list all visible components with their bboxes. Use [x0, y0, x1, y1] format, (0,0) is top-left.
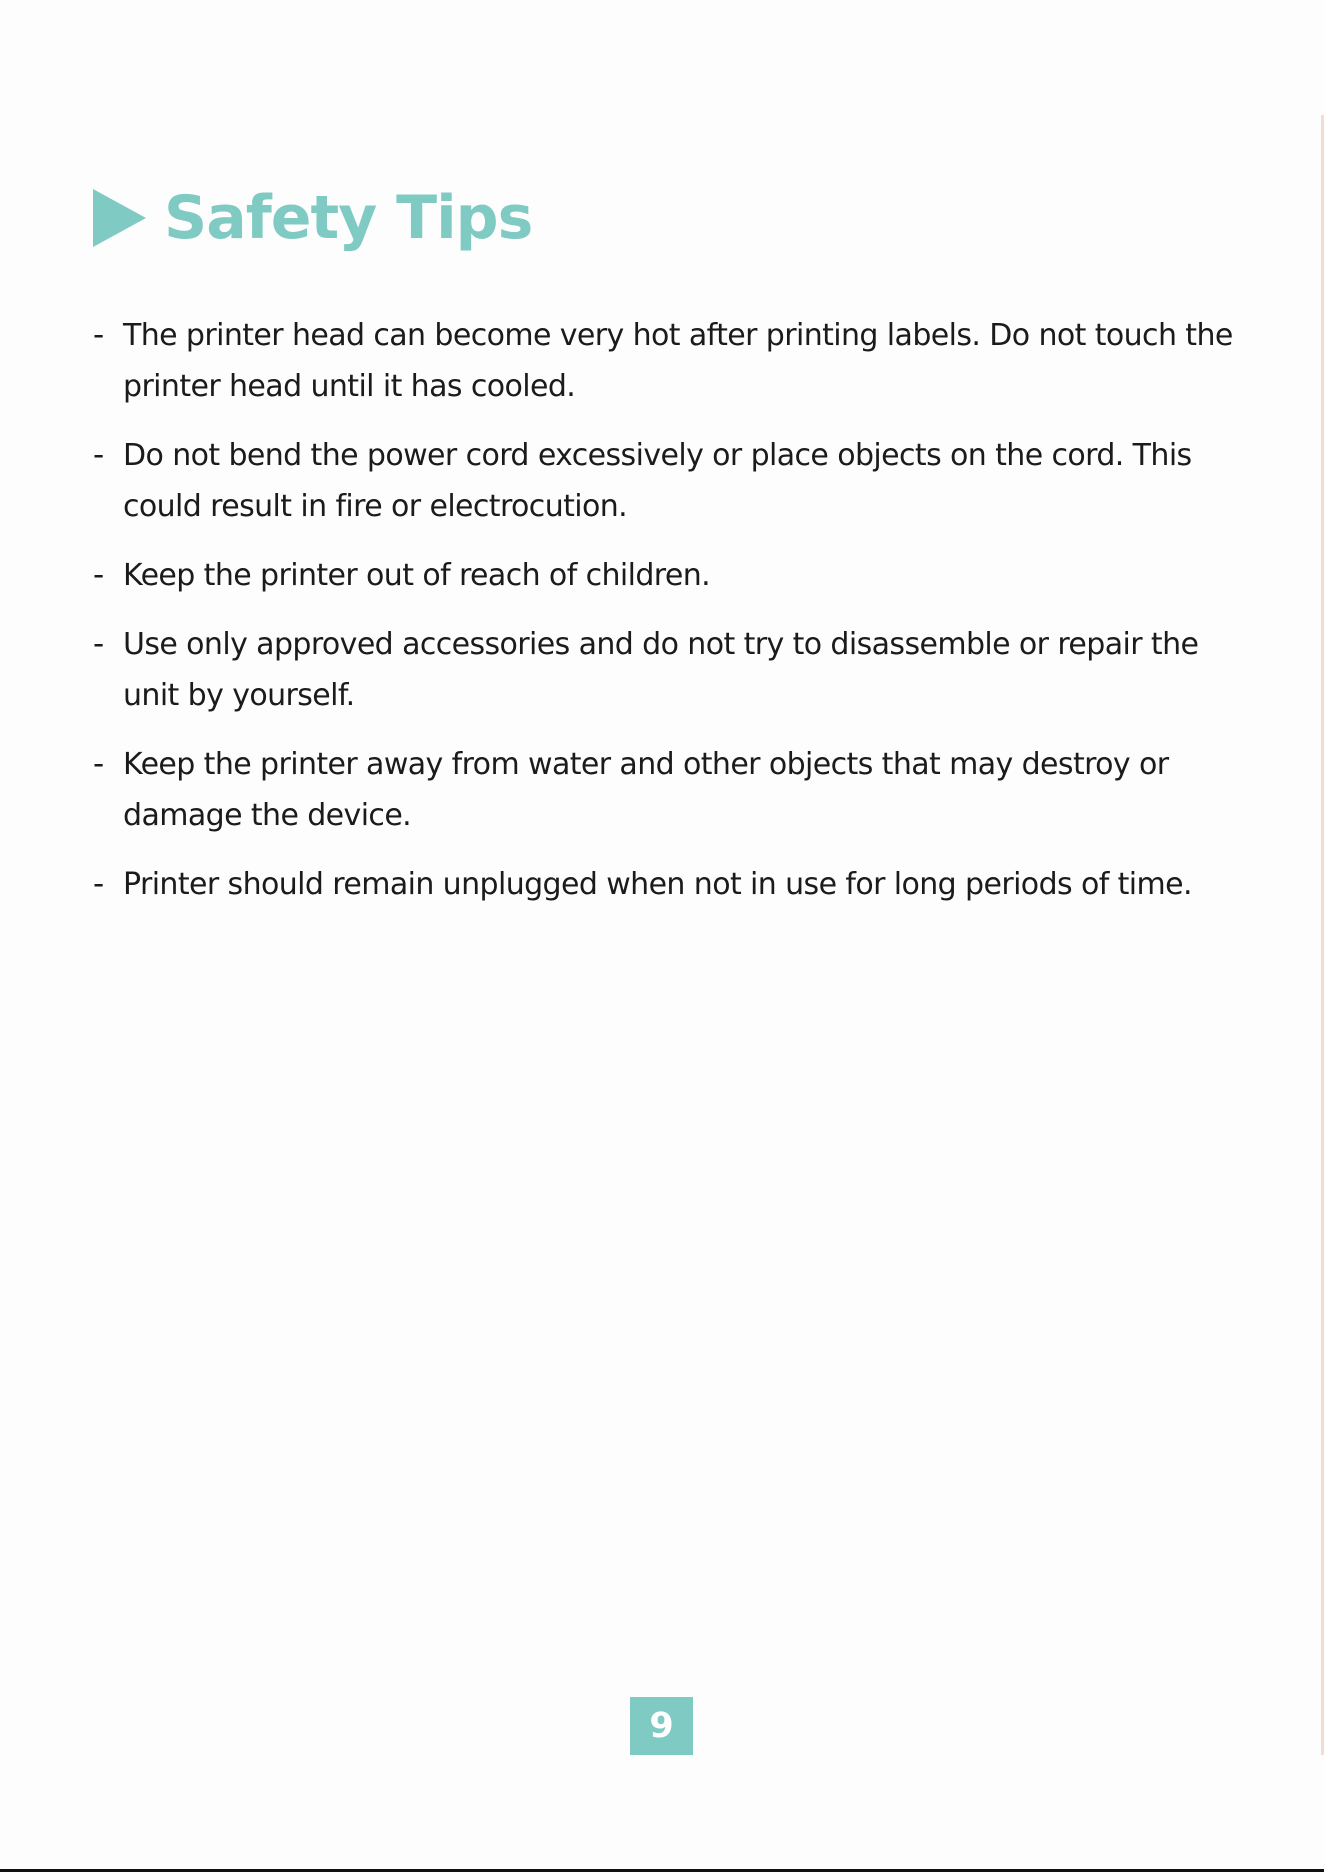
list-item: [93, 619, 1243, 721]
list-marker: -: [93, 866, 105, 902]
list-marker: -: [93, 626, 105, 662]
list-marker: -: [93, 437, 105, 473]
tip-text: The printer head can become very hot after printing labels. Do not touch the printer head until it has cooled.: [123, 318, 1233, 404]
tip-text: Keep the printer out of reach of children.: [123, 558, 711, 593]
tip-text: Use only approved accessories and do not try to disassemble or repair the unit by yourself.: [123, 627, 1199, 713]
list-marker: -: [93, 317, 105, 353]
list-item: [93, 739, 1243, 841]
list-item: [93, 859, 1243, 910]
safety-tips-list: [93, 310, 1243, 928]
page-title: Safety Tips: [164, 183, 533, 253]
play-triangle-icon: [93, 189, 146, 247]
list-item: [93, 550, 1243, 601]
section-header: [93, 178, 532, 258]
list-item: [93, 430, 1243, 532]
tip-text: Keep the printer away from water and other objects that may destroy or damage the device.: [123, 747, 1169, 833]
tip-text: Printer should remain unplugged when not in use for long periods of time.: [123, 867, 1192, 902]
list-marker: -: [93, 746, 105, 782]
tip-text: Do not bend the power cord excessively or place objects on the cord. This could result in fire or electrocution.: [123, 438, 1192, 524]
list-item: [93, 310, 1243, 412]
list-marker: -: [93, 557, 105, 593]
page-number-badge: 9: [630, 1697, 693, 1755]
